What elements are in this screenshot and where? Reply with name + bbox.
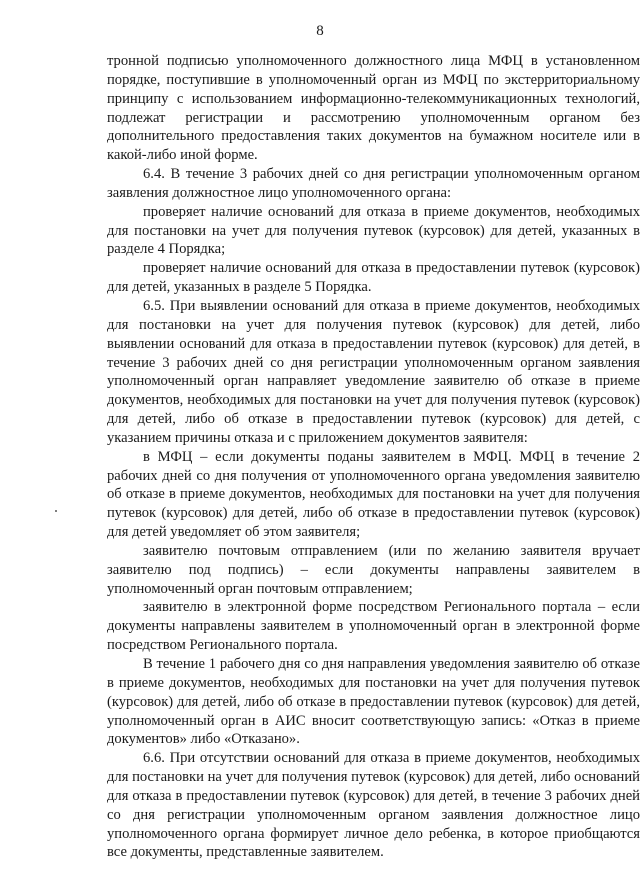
paragraph-6-5-ais-record: В течение 1 рабочего дня со дня направления уведомления заявителю об отказе в приеме документов, необходимых для постановки на учет для получения путевок (курсовок) для детей, либо об отказе в предоставлении путевок (курсовок) для детей, уполномоченный орган в АИС вносит соответствующую запись: «Отказ в приеме документов» либо «Отказано». — [107, 656, 640, 748]
paragraph-6-4-item-2: проверяет наличие оснований для отказа в предоставлении путевок (курсовок) для детей, указанных в разделе 5 Порядка. — [107, 260, 640, 296]
document-body — [107, 52, 640, 862]
paragraph-6-5-item-mfc: в МФЦ – если документы поданы заявителем в МФЦ. МФЦ в течение 2 рабочих дней со дня получения от уполномоченного органа уведомления заявителю об отказе в приеме документов, необходимых для постановки на учет для получения путевок (курсовок) для детей, либо об отказе в предоставлении путевок (курсовок) для детей уведомляет об этом заявителя; — [107, 448, 640, 541]
paragraph-6-6: 6.6. При отсутствии оснований для отказа в приеме документов, необходимых для постановки на учет для получения путевок (курсовок) для детей, либо оснований для отказа в предоставлении путевок (курсовок) для детей, в течение 3 рабочих дней со дня регистрации уполномоченным органом заявления должностное лицо уполномоченного органа формирует личное дело ребенка, в которое приобщаются все документы, представленные заявителем. — [107, 750, 640, 861]
paragraph-6-5-item-post: заявителю почтовым отправлением (или по желанию заявителя вручает заявителю под подпись) – если документы направлены заявителем в уполномоченный орган почтовым отправлением; — [107, 542, 640, 597]
paragraph-6-5: 6.5. При выявлении оснований для отказа в приеме документов, необходимых для постановки на учет для получения путевок (курсовок) для детей, либо выявлении оснований для отказа в предоставлении путевок (курсовок) для детей, в течение 3 рабочих дней со дня регистрации уполномоченным органом заявления уполномоченный орган направляет уведомление заявителю об отказе в приеме документов, необходимых для постановки на учет для получения путевок (курсовок) для детей, либо об отказе в предоставлении путевок (курсовок) для детей, с указанием причины отказа и с приложением документов заявителя: — [107, 297, 640, 446]
paragraph-6-5-item-portal: заявителю в электронной форме посредством Регионального портала – если документы направлены заявителем в уполномоченный орган в электронной форме посредством Регионального портала. — [107, 599, 640, 654]
page-number: 8 — [316, 23, 324, 39]
scan-artifact — [55, 510, 57, 512]
paragraph-continuation: тронной подписью уполномоченного должностного лица МФЦ в установленном порядке, поступившие в уполномоченный орган из МФЦ по экстерриториальному принципу с использованием информационно-телекоммуникационных технологий, подлежат регистрации и рассмотрению уполномоченным органом без дополнительного предоставления таких документов на бумажном носителе или в какой-либо иной форме. — [107, 53, 640, 164]
paragraph-6-4: 6.4. В течение 3 рабочих дней со дня регистрации уполномоченным органом заявления должностное лицо уполномоченного органа: — [107, 166, 640, 201]
paragraph-6-4-item-1: проверяет наличие оснований для отказа в приеме документов, необходимых для постановки на учет для получения путевок (курсовок) для детей, указанных в разделе 4 Порядка; — [107, 203, 640, 258]
